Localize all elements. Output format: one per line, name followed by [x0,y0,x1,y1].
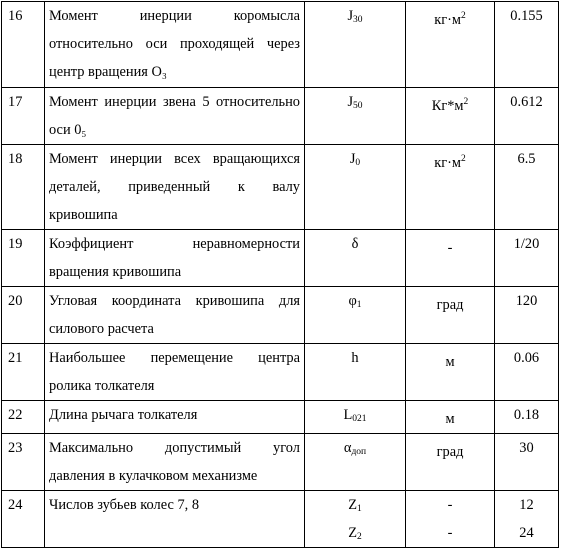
parameter-unit [406,434,495,491]
table-row [2,344,559,401]
row-number: 18 [2,145,45,230]
parameter-value: 1/20 [495,230,559,287]
parameter-symbol [305,401,406,434]
parameter-value: 0.06 [495,344,559,401]
unit-line-2: - [447,525,453,541]
parameter-symbol [305,88,406,145]
table-row [2,491,559,548]
unit-base: град [436,297,464,313]
symbol-subscript: 30 [353,15,363,25]
parameter-value: 0.18 [495,401,559,434]
table-row [2,145,559,230]
parameter-value: 120 [495,287,559,344]
parameter-symbol [305,2,406,88]
parameter-name: Момент инерции всех вращающихся деталей, приведенный к валу кривошипа [45,145,305,230]
unit-base: кг·м [434,12,462,28]
table-row [2,230,559,287]
symbol-subscript: 0 [355,158,361,168]
table-row [2,2,559,88]
parameter-symbol [305,434,406,491]
table-row [2,434,559,491]
parameter-unit [406,88,495,145]
unit-base: м [445,411,455,427]
unit-base: - [447,240,453,256]
parameter-value [495,491,559,548]
parameter-name: Наибольшее перемещение центра ролика толкателя [45,344,305,401]
symbol-subscript: 1 [356,300,362,310]
symbol-base: J [347,94,354,110]
row-number: 16 [2,2,45,88]
parameter-symbol [305,344,406,401]
parameter-value: 0.612 [495,88,559,145]
unit-base: кг·м [434,155,462,171]
symbol-base: Z [348,497,358,513]
symbol-base: α [343,440,352,456]
symbol-subscript: доп [351,447,367,457]
row-number: 19 [2,230,45,287]
unit-base: град [436,444,464,460]
unit-line-1: - [447,497,453,513]
parameter-name: Момент инерции звена 5 относительно оси 0₅ [45,88,305,145]
symbol-subscript: 021 [352,414,367,424]
parameter-name: Числов зубьев колес 7, 8 [45,491,305,548]
row-number: 17 [2,88,45,145]
value-line-2: 24 [519,525,534,541]
parameter-value: 6.5 [495,145,559,230]
unit-superscript: 2 [461,11,466,21]
parameter-unit [406,491,495,548]
table-row [2,401,559,434]
symbol-base: Z [348,525,358,541]
row-number: 24 [2,491,45,548]
symbol-base: φ [348,293,357,309]
parameter-value: 0.155 [495,2,559,88]
symbol-subscript: 50 [353,101,363,111]
symbol-base: L [343,407,353,423]
parameter-unit [406,287,495,344]
symbol-line-1 [309,491,401,519]
symbol-line-2 [309,519,401,547]
row-number: 21 [2,344,45,401]
parameter-name: Коэффициент неравномерности вращения кривошипа [45,230,305,287]
parameter-unit [406,344,495,401]
parameter-name: Угловая координата кривошипа для силового расчета [45,287,305,344]
symbol-base: h [351,350,359,366]
parameter-unit [406,401,495,434]
parameter-value: 30 [495,434,559,491]
parameters-table [1,1,559,548]
parameter-symbol [305,491,406,548]
parameter-unit [406,230,495,287]
parameter-unit [406,145,495,230]
row-number: 20 [2,287,45,344]
symbol-base: J [349,151,356,167]
parameter-unit [406,2,495,88]
parameter-name: Длина рычага толкателя [45,401,305,434]
parameter-name: Максимально допустимый угол давления в кулачковом механизме [45,434,305,491]
row-number: 22 [2,401,45,434]
symbol-subscript: 1 [357,504,362,514]
symbol-subscript: 2 [357,532,362,542]
parameter-symbol [305,230,406,287]
table-row [2,287,559,344]
parameter-symbol [305,287,406,344]
table-row [2,88,559,145]
symbol-base: J [347,8,354,24]
symbol-base: δ [351,236,359,252]
unit-base: Кг*м [431,98,464,114]
row-number: 23 [2,434,45,491]
parameter-symbol [305,145,406,230]
unit-superscript: 2 [463,97,469,107]
value-line-1: 12 [519,497,534,513]
unit-base: м [445,354,455,370]
unit-superscript: 2 [461,154,466,164]
parameter-name: Момент инерции коромысла относительно оси проходящей через центр вращения О₃ [45,2,305,88]
